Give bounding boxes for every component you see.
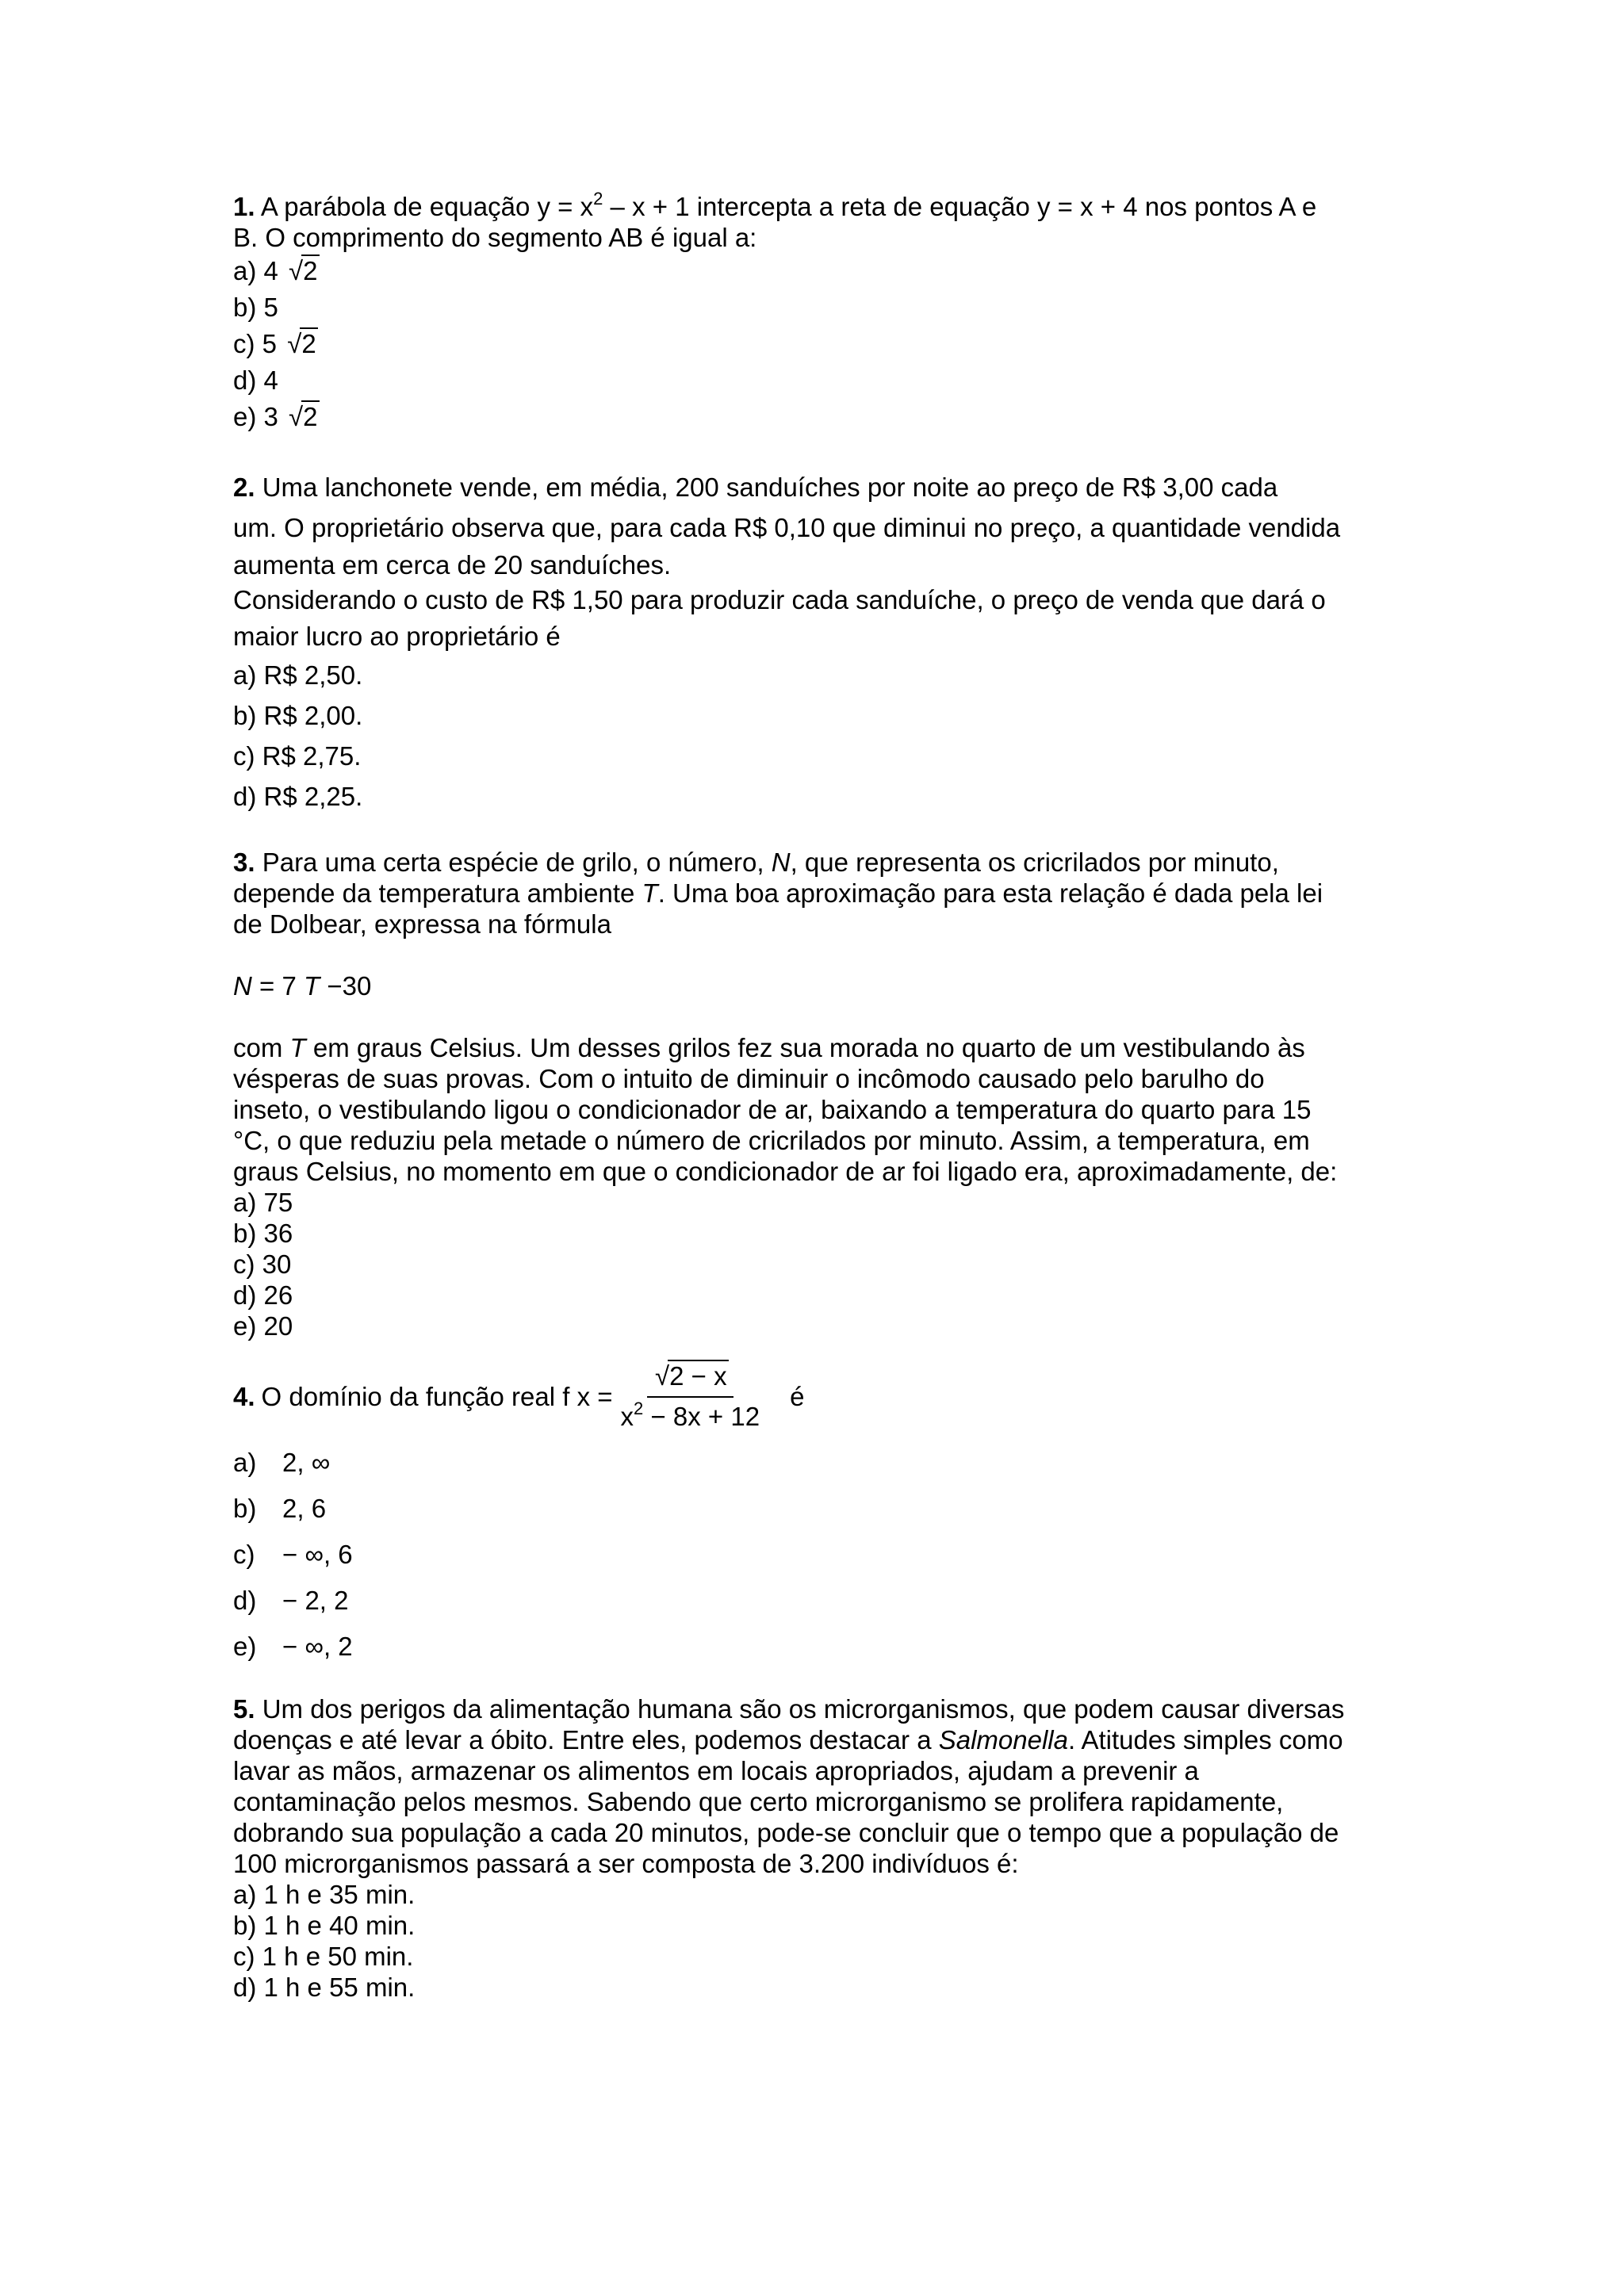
question-number: 2. bbox=[233, 473, 255, 502]
fraction bbox=[621, 1360, 760, 1432]
radical-sign-icon: √ bbox=[655, 1361, 670, 1391]
salmonella-term: Salmonella bbox=[938, 1725, 1068, 1755]
question-text: é bbox=[790, 1381, 805, 1411]
fraction-denominator bbox=[621, 1398, 760, 1432]
option-c bbox=[233, 326, 1407, 362]
option-e: e) 20 bbox=[233, 1311, 293, 1341]
question-text: A parábola de equação y = x bbox=[260, 192, 594, 221]
question-5-line2 bbox=[233, 1724, 1407, 1755]
options-list bbox=[233, 655, 1407, 817]
option-b: b) R$ 2,00. bbox=[233, 701, 363, 730]
option-d bbox=[233, 1578, 1407, 1624]
question-2-line2: um. O proprietário observa que, para cada R$ 0,10 que diminui no preço, a quantidade vendida bbox=[233, 513, 1341, 542]
radicand: 2 bbox=[303, 402, 318, 431]
exponent: 2 bbox=[634, 1399, 644, 1418]
question-5-line1 bbox=[233, 1693, 1407, 1724]
question-text: em graus Celsius. Um desses grilos fez sua morada no quarto de um vestibulando às bbox=[305, 1033, 1305, 1062]
variable-n: N bbox=[233, 971, 252, 1001]
radicand: 2 − x bbox=[669, 1361, 727, 1391]
option-label: c) 5 bbox=[233, 329, 278, 358]
option-e bbox=[233, 399, 1407, 435]
option-c: c) R$ 2,75. bbox=[233, 741, 362, 771]
question-3-body4: °C, o que reduziu pela metade o número de cricrilados por minuto. Assim, a temperatura, em bbox=[233, 1126, 1310, 1155]
square-root bbox=[285, 399, 319, 435]
question-text: doenças e até levar a óbito. Entre eles, podemos destacar a bbox=[233, 1725, 939, 1755]
option-c bbox=[233, 1532, 1407, 1578]
option-b: b) 36 bbox=[233, 1219, 293, 1248]
formula-text: −30 bbox=[320, 971, 372, 1001]
option-label: a) bbox=[233, 1448, 257, 1477]
formula-text: = 7 bbox=[251, 971, 304, 1001]
options-list bbox=[233, 253, 1407, 435]
square-root bbox=[652, 1360, 729, 1391]
question-1 bbox=[233, 191, 1407, 435]
option-value: 2, ∞ bbox=[282, 1448, 331, 1477]
option-d: d) 4 bbox=[233, 365, 278, 395]
question-3-body1 bbox=[233, 1032, 1407, 1063]
option-value: 2, 6 bbox=[282, 1494, 327, 1523]
exam-page bbox=[233, 191, 1407, 2003]
radicand: 2 bbox=[303, 256, 318, 285]
option-e bbox=[233, 1624, 1407, 1670]
question-3-line1 bbox=[233, 847, 1407, 878]
option-c: c) 1 h e 50 min. bbox=[233, 1942, 414, 1971]
option-b: b) 5 bbox=[233, 293, 278, 322]
question-number: 5. bbox=[233, 1694, 255, 1724]
question-4-stem bbox=[233, 1353, 1407, 1440]
question-5-line4: contaminação pelos mesmos. Sabendo que certo microrganismo se prolifera rapidamente, bbox=[233, 1787, 1284, 1816]
option-value: − ∞, 6 bbox=[282, 1540, 353, 1569]
question-text: . Atitudes simples como bbox=[1067, 1725, 1343, 1755]
question-5-line6: 100 microrganismos passará a ser composta de 3.200 indivíduos é: bbox=[233, 1849, 1019, 1878]
options-list bbox=[233, 1187, 1407, 1341]
square-root bbox=[285, 253, 319, 289]
option-label: d) bbox=[233, 1586, 257, 1615]
question-text: O domínio da função real f x = bbox=[261, 1381, 613, 1411]
radical-sign-icon: √ bbox=[287, 329, 302, 358]
question-2-line1 bbox=[233, 467, 1407, 507]
options-list bbox=[233, 1440, 1407, 1670]
option-d: d) 26 bbox=[233, 1280, 293, 1310]
variable-t: T bbox=[642, 878, 658, 908]
option-b: b) 1 h e 40 min. bbox=[233, 1911, 416, 1940]
question-5 bbox=[233, 1693, 1407, 2003]
square-root bbox=[284, 326, 317, 362]
question-3 bbox=[233, 847, 1407, 1341]
question-1-stem-line2: B. O comprimento do segmento AB é igual a: bbox=[233, 223, 757, 252]
question-text: . Uma boa aproximação para esta relação é dada pela lei bbox=[657, 878, 1323, 908]
question-text: – x + 1 intercepta a reta de equação y = x + 4 nos pontos A e bbox=[603, 192, 1317, 221]
question-2-line5: maior lucro ao proprietário é bbox=[233, 622, 561, 651]
denominator-text: x bbox=[620, 1402, 634, 1431]
question-4 bbox=[233, 1353, 1407, 1670]
option-a: a) 75 bbox=[233, 1188, 293, 1217]
option-c: c) 30 bbox=[233, 1249, 292, 1279]
option-a bbox=[233, 253, 1407, 289]
option-label: e) bbox=[233, 1632, 257, 1661]
question-3-body3: inseto, o vestibulando ligou o condicionador de ar, baixando a temperatura do quarto para 15 bbox=[233, 1095, 1312, 1124]
question-number: 1. bbox=[233, 192, 255, 221]
variable-t: T bbox=[303, 971, 320, 1001]
option-d: d) 1 h e 55 min. bbox=[233, 1973, 416, 2002]
question-text: Um dos perigos da alimentação humana são os microrganismos, que podem causar diversas bbox=[262, 1694, 1345, 1724]
question-3-body5: graus Celsius, no momento em que o condicionador de ar foi ligado era, aproximadamente, de: bbox=[233, 1157, 1338, 1186]
radicand: 2 bbox=[301, 329, 316, 358]
option-label: e) 3 bbox=[233, 402, 278, 431]
option-value: − 2, 2 bbox=[282, 1586, 349, 1615]
question-2 bbox=[233, 467, 1407, 817]
option-label: c) bbox=[233, 1540, 255, 1569]
question-3-line3: de Dolbear, expressa na fórmula bbox=[233, 909, 611, 939]
radical-sign-icon: √ bbox=[289, 256, 304, 285]
denominator-text: − 8x + 12 bbox=[643, 1402, 760, 1431]
question-text: Uma lanchonete vende, em média, 200 sanduíches por noite ao preço de R$ 3,00 cada bbox=[262, 473, 1278, 502]
radical-sign-icon: √ bbox=[289, 402, 304, 431]
variable-t: T bbox=[289, 1033, 306, 1062]
question-5-line3: lavar as mãos, armazenar os alimentos em locais apropriados, ajudam a prevenir a bbox=[233, 1756, 1199, 1785]
question-text: depende da temperatura ambiente bbox=[233, 878, 642, 908]
fraction-numerator bbox=[647, 1360, 733, 1398]
question-2-line3: aumenta em cerca de 20 sanduíches. bbox=[233, 550, 672, 580]
option-value: − ∞, 2 bbox=[282, 1632, 353, 1661]
option-label: b) bbox=[233, 1494, 257, 1523]
question-2-line4: Considerando o custo de R$ 1,50 para produzir cada sanduíche, o preço de venda que dará o bbox=[233, 585, 1326, 614]
question-3-line2 bbox=[233, 878, 1407, 909]
option-label: a) 4 bbox=[233, 256, 278, 285]
option-b bbox=[233, 1486, 1407, 1532]
option-d: d) R$ 2,25. bbox=[233, 782, 363, 811]
question-text: com bbox=[233, 1033, 290, 1062]
question-text: , que representa os cricrilados por minuto, bbox=[790, 848, 1279, 877]
question-1-stem bbox=[233, 191, 1407, 222]
question-3-body2: vésperas de suas provas. Com o intuito de diminuir o incômodo causado pelo barulho do bbox=[233, 1064, 1265, 1093]
question-text: Para uma certa espécie de grilo, o número, bbox=[262, 848, 772, 877]
options-list bbox=[233, 1879, 1407, 2003]
exponent: 2 bbox=[593, 189, 603, 209]
question-number: 4. bbox=[233, 1381, 255, 1411]
question-5-line5: dobrando sua população a cada 20 minutos, pode-se concluir que o tempo que a população de bbox=[233, 1818, 1339, 1847]
dolbear-formula bbox=[233, 970, 1407, 1001]
question-number: 3. bbox=[233, 848, 255, 877]
variable-n: N bbox=[771, 848, 791, 877]
option-a: a) 1 h e 35 min. bbox=[233, 1880, 416, 1909]
option-a bbox=[233, 1440, 1407, 1486]
option-a: a) R$ 2,50. bbox=[233, 660, 363, 690]
